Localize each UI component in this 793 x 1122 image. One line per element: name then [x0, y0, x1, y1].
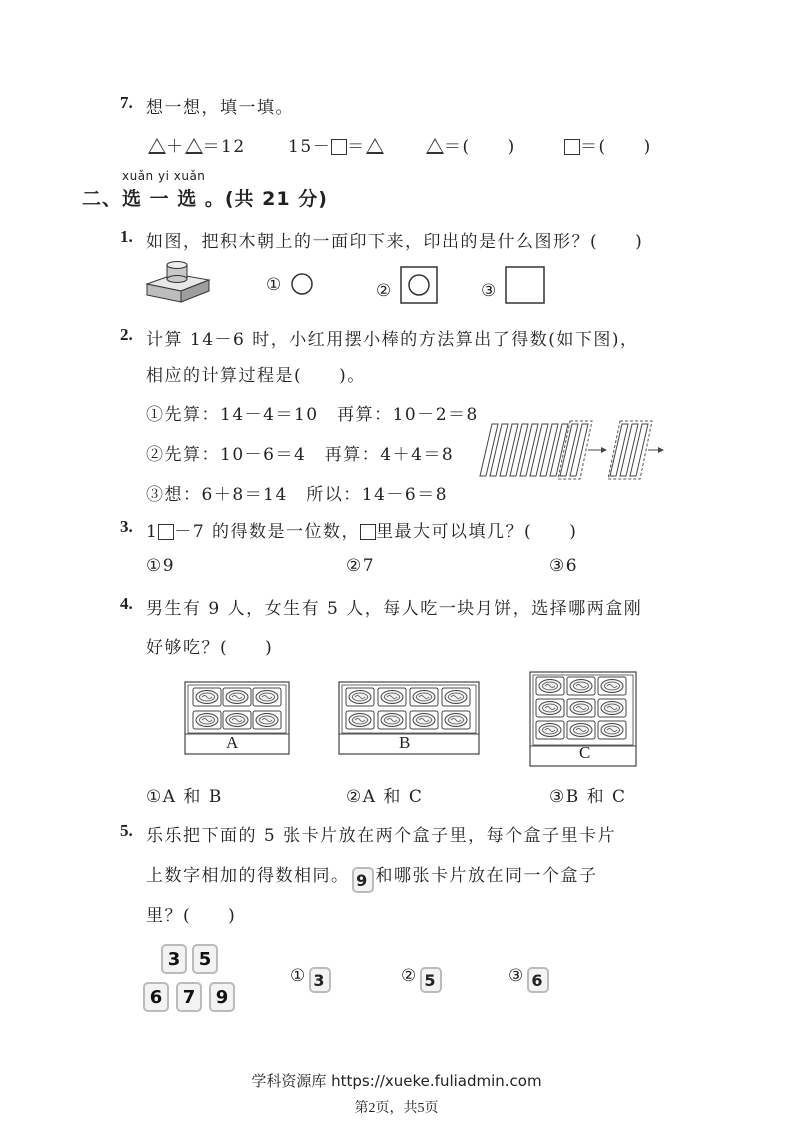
q5-option-1[interactable]: ① 3	[290, 966, 333, 993]
q2-option-2[interactable]: ②先算：10－6＝4 再算：4＋4＝8	[146, 445, 455, 465]
triangle-icon	[185, 138, 203, 154]
q4-option-1[interactable]: ①A 和 B	[146, 787, 223, 807]
q4-text-line2: 好够吃？( )	[146, 638, 274, 658]
mooncake-boxes	[180, 670, 680, 770]
q2-number: 2.	[120, 325, 133, 344]
q7-number: 7.	[120, 93, 133, 112]
q7-expr2: 15－ ＝	[288, 132, 384, 157]
triangle-icon	[366, 138, 384, 154]
q2-option-1[interactable]: ①先算：14－4＝10 再算：10－2＝8	[146, 405, 479, 425]
card-3-option: 3	[309, 967, 331, 993]
card-6: 6	[143, 982, 169, 1012]
q4-number: 4.	[120, 594, 133, 613]
q5-option-2[interactable]: ② 5	[401, 966, 444, 993]
circle-in-square-icon	[400, 266, 438, 304]
q7-expr3: ＝( )	[426, 132, 516, 157]
q2-text-line1: 计算 14－6 时，小红用摆小棒的方法算出了得数(如下图)，	[146, 330, 639, 350]
square-icon	[564, 139, 580, 155]
card-9-inline: 9	[352, 867, 374, 893]
q5-number: 5.	[120, 821, 133, 840]
box-b-label: B	[399, 733, 411, 752]
footer-site: 学科资源库 https://xueke.fuliadmin.com	[251, 1072, 542, 1090]
q4-option-2[interactable]: ②A 和 C	[346, 787, 424, 807]
q3-option-1[interactable]: ①9	[146, 556, 176, 576]
q1-text: 如图，把积木朝上的一面印下来，印出的是什么图形？( )	[146, 232, 644, 252]
q3-text: 1 －7 的得数是一位数， 里最大可以填几？( )	[146, 522, 578, 542]
q1-number: 1.	[120, 227, 133, 246]
sticks-figure	[478, 418, 668, 482]
q7-text: 想一想，填一填。	[146, 98, 294, 118]
triangle-icon	[148, 138, 166, 154]
q5-option-3[interactable]: ③ 6	[508, 966, 551, 993]
q5-text-line2: 上数字相加的得数相同。 9 和哪张卡片放在同一个盒子	[146, 861, 598, 893]
q3-number: 3.	[120, 517, 133, 536]
page-number: 第2页，共5页	[354, 1101, 439, 1116]
card-5: 5	[192, 944, 218, 974]
card-7: 7	[176, 982, 202, 1012]
card-5-option: 5	[420, 967, 442, 993]
q7-expr4: ＝( )	[564, 132, 652, 157]
square-icon	[360, 524, 376, 540]
q1-option-2[interactable]: ②	[376, 266, 438, 304]
q3-option-2[interactable]: ②7	[346, 556, 376, 576]
box-a-label: A	[226, 733, 239, 752]
q3-option-3[interactable]: ③6	[549, 556, 579, 576]
section-pinyin: xuǎn yi xuǎn	[122, 169, 206, 183]
square-icon	[505, 266, 545, 304]
building-block-figure	[145, 258, 211, 306]
q1-option-1[interactable]: ①	[266, 272, 314, 296]
card-6-option: 6	[527, 967, 549, 993]
q2-text-line2: 相应的计算过程是( )。	[146, 366, 366, 386]
box-c-label: C	[579, 743, 591, 762]
q2-option-3[interactable]: ③想：6＋8＝14 所以：14－6＝8	[146, 485, 449, 505]
triangle-icon	[426, 138, 444, 154]
q1-option-3[interactable]: ③	[481, 266, 545, 304]
square-icon	[158, 524, 174, 540]
q4-text-line1: 男生有 9 人，女生有 5 人，每人吃一块月饼，选择哪两盒刚	[146, 599, 643, 619]
card-3: 3	[161, 944, 187, 974]
q5-text-line1: 乐乐把下面的 5 张卡片放在两个盒子里，每个盒子里卡片	[146, 826, 617, 846]
q4-option-3[interactable]: ③B 和 C	[549, 787, 627, 807]
square-icon	[331, 139, 347, 155]
circle-icon	[290, 272, 314, 296]
q7-expr1: ＋ ＝12	[148, 132, 246, 157]
card-9: 9	[209, 982, 235, 1012]
section-title: 二、选 一 选 。(共 21 分)	[82, 188, 328, 210]
q5-text-line3: 里？( )	[146, 906, 237, 926]
